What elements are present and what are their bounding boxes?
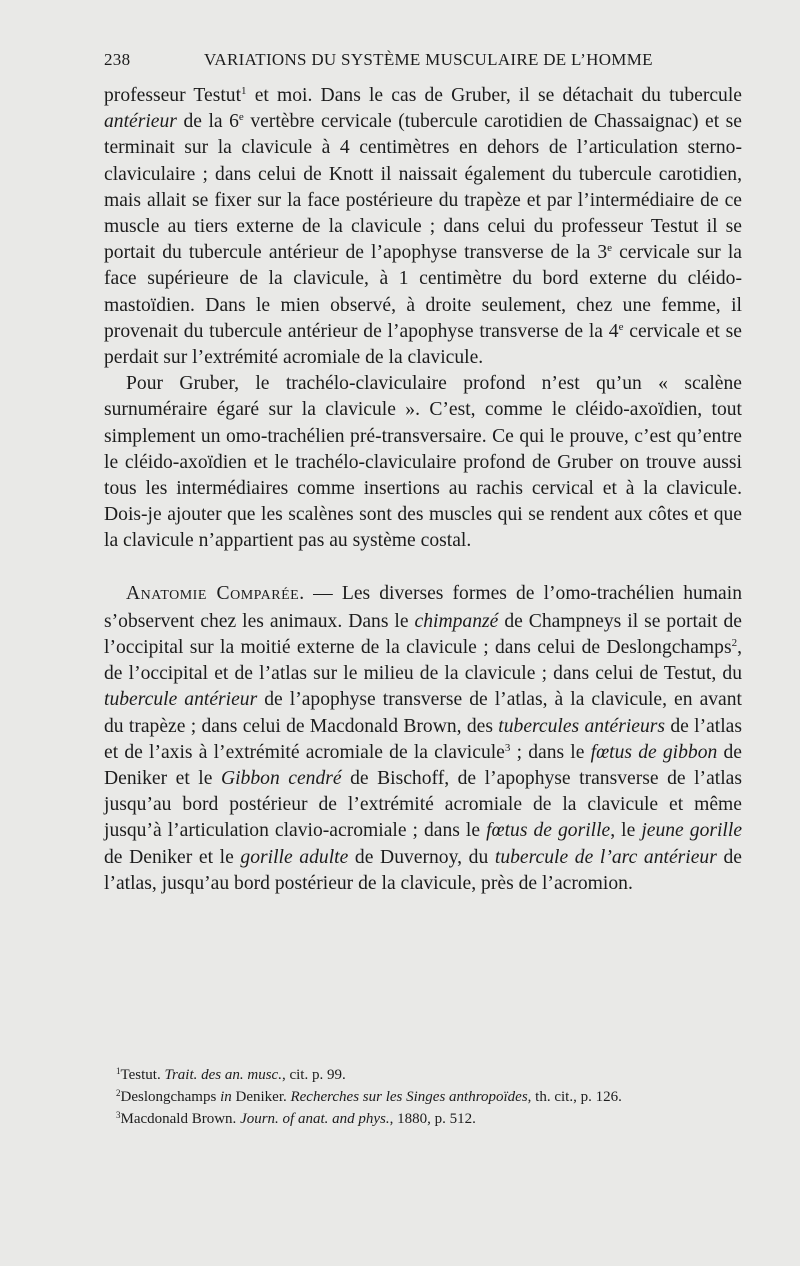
- italic-run: jeune gorille: [641, 820, 743, 842]
- footnote-2: $^2$Deslongchamps in Deniker. Recherches sur les Singes anthropoïdes, th. cit., p. 126.: [116, 1088, 622, 1105]
- italic-run: tubercule antérieur: [104, 689, 258, 711]
- italic-run: tubercule de l’arc antérieur: [494, 846, 717, 868]
- paragraph-3: [104, 581, 742, 897]
- italic-run: fœtus de gorille: [486, 820, 611, 842]
- text-run: ; dans le: [510, 741, 591, 763]
- superscript: e: [618, 320, 624, 333]
- text-run: de l’atlas et de l’axis à l’extrémité acromiale de la clavicule: [104, 715, 742, 763]
- text-run: de Deniker et le: [104, 846, 241, 868]
- running-header: [104, 50, 744, 76]
- text-run: de Duvernoy, du: [348, 846, 495, 868]
- text-run: vertèbre cervicale (tubercule carotidien de Chassaignac) et se terminait sur la clavicule à 4 centimètres en dehors de l’articulation sterno-claviculaire ; dans celui de Knott il naissait également du tubercule carotidien, mais allait se fixer sur la face postérieure du trapèze et par l’intermédiaire de ce muscle au tiers externe de la clavicule ; dans celui du professeur Testut il se portait du tubercule antérieur de l’apophyse transverse de la 3: [104, 111, 742, 264]
- text-run: de Deniker et le: [104, 741, 742, 790]
- italic-run: antérieur: [104, 111, 177, 133]
- text-run: de l’apophyse transverse de l’atlas, à la clavicule, en avant du trapèze ; dans celui de Macdonald Brown, des: [104, 689, 742, 737]
- text-run: et moi. Dans le cas de Gruber, il se détachait du tubercule: [246, 85, 742, 106]
- superscript: e: [607, 242, 613, 255]
- footnote-3: $^3$Macdonald Brown. Journ. of anat. and phys., 1880, p. 512.: [116, 1110, 476, 1127]
- italic-run: fœtus de gibbon: [590, 741, 718, 763]
- footnote-ref: 2: [731, 637, 738, 650]
- text-run: , de l’occipital et de l’atlas sur le milieu de la clavicule ; dans celui de Testut, du: [104, 637, 742, 685]
- text-run: cervicale sur la face supérieure de la clavicule, à 1 centimètre du bord externe du cléido-mastoïdien. Dans le mien observé, à droite seulement, chez une femme, il provenait du tubercule antérieur de l’apophyse transverse de la 4: [104, 242, 742, 342]
- italic-run: gorille adulte: [240, 846, 349, 868]
- text-run: de la 6: [176, 111, 239, 133]
- page-number: 238: [104, 50, 131, 69]
- text-run: . — Les diverses formes de l’omo-trachélien humain s’observent chez les animaux. Dans le: [104, 582, 742, 632]
- text-run: , le: [610, 820, 642, 842]
- body-text: [104, 83, 742, 897]
- running-title: VARIATIONS DU SYSTÈME MUSCULAIRE DE L’HOMME: [204, 50, 653, 69]
- text-run: de Champneys il se portait de l’occipital sur la moitié externe de la clavicule ; dans celui de Deslongchamps: [104, 610, 742, 659]
- italic-run: chimpanzé: [414, 610, 499, 632]
- footnote-1: $^1$Testut. Trait. des an. musc., cit. p. 99.: [116, 1066, 346, 1083]
- text-run: de l’atlas, jusqu’au bord postérieur de la clavicule, près de l’acromion.: [104, 846, 742, 894]
- italic-run: tubercules antérieurs: [498, 715, 666, 737]
- footnote-ref: 1: [241, 85, 247, 97]
- text-run: professeur Testut: [104, 85, 242, 106]
- italic-run: Gibbon cendré: [220, 768, 342, 790]
- text-run: de Bischoff, de l’apophyse transverse de l’atlas jusqu’au bord postérieur de l’extrémité acromiale de la clavicule et même jusqu’à l’articulation clavio-acromiale ; dans le: [104, 768, 742, 842]
- footnote-ref: 3: [504, 741, 511, 754]
- section-heading: ANATOMIE COMPARÉE: [126, 582, 300, 604]
- paragraph-1: [104, 83, 742, 371]
- text-run: cervicale et se perdait sur l’extrémité acromiale de la clavicule.: [104, 320, 742, 369]
- footnotes: [116, 1064, 742, 1130]
- paragraph-2: Pour Gruber, le trachélo-claviculaire profond n’est qu’un « scalène surnuméraire égaré sur la clavicule ». C’est, comme le cléido-axoïdien, tout simplement un omo-trachélien pré-transversaire. Ce qui le prouve, c’est qu’entre le cléido-axoïdien et le trachélo-claviculaire profond de Gruber on trouve aussi tous les intermédiaires comme insertions au rachis cervical et à la clavicule. Dois-je ajouter que les scalènes sont des muscles qui se rendent aux côtes et que la clavicule n’appartient pas au système costal.: [104, 373, 742, 552]
- superscript: e: [238, 111, 244, 124]
